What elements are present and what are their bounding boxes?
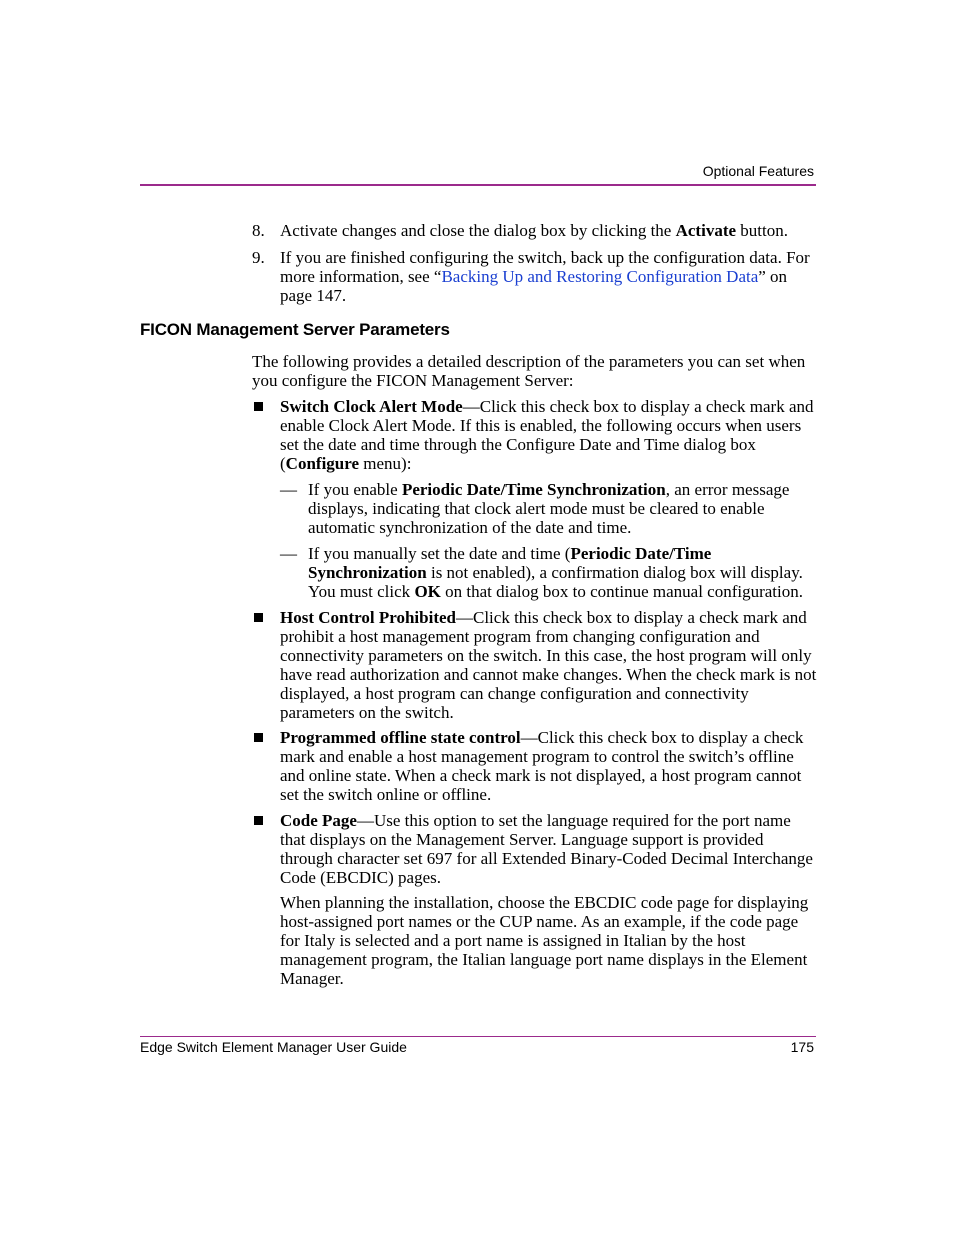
bullet-marker — [254, 402, 263, 411]
host-control-prohibited-item: Host Control Prohibited—Click this check box to display a check mark and prohibit a host management program from changing configuration and connectivity parameters on the switch. In this case, the host program will only have read authorization and cannot make changes. When the check mark is not displayed, a host program can change configuration and connectivity parameters on the switch. — [280, 608, 817, 722]
step-9-text: If you are finished configuring the switch, back up the configuration data. For more information, see “Backing Up and Restoring Configuration Data” on page 147. — [280, 248, 810, 305]
header-rule — [140, 184, 816, 186]
step-8-text: Activate changes and close the dialog box by clicking the Activate button. — [280, 221, 788, 240]
step-number: 9. — [252, 248, 265, 267]
backup-restore-link[interactable]: Backing Up and Restoring Configuration Data — [441, 267, 759, 286]
code-page-item: Code Page—Use this option to set the language required for the port name that displays on the Management Server. Language support is provided through character set 697 for all Extended Binary-Coded Decimal Interchange Code (EBCDIC) pages. — [280, 811, 813, 887]
footer-rule — [140, 1036, 816, 1037]
sub-item-periodic-sync: If you enable Periodic Date/Time Synchronization, an error message displays, indicating that clock alert mode must be cleared to enable automatic synchronization of the date and time. — [308, 480, 790, 537]
page-number: 175 — [790, 1039, 814, 1055]
bullet-marker — [254, 613, 263, 622]
footer-title: Edge Switch Element Manager User Guide — [140, 1039, 407, 1055]
programmed-offline-item: Programmed offline state control—Click this check box to display a check mark and enable a host management program to control the switch’s offline and online state. When a check mark is not displayed, a host program cannot set the switch online or offline. — [280, 728, 804, 804]
bullet-marker — [254, 816, 263, 825]
section-intro: The following provides a detailed description of the parameters you can set when you configure the FICON Management Server: — [252, 352, 806, 390]
activate-bold: Activate — [675, 221, 737, 240]
section-heading: FICON Management Server Parameters — [140, 320, 450, 339]
dash-marker: — — [280, 544, 297, 563]
running-header: Optional Features — [702, 163, 814, 179]
code-page-followup: When planning the installation, choose the EBCDIC code page for displaying host-assigned port names or the CUP name. As an example, if the code page for Italy is selected and a port name is assigned in Italian by the host management program, the Italian language port name displays in the Element Manager. — [280, 893, 809, 988]
step-number: 8. — [252, 221, 265, 240]
dash-marker: — — [280, 480, 297, 499]
switch-clock-alert-mode-item: Switch Clock Alert Mode—Click this check box to display a check mark and enable Clock Alert Mode. If this is enabled, the following occurs when users set the date and time through the Configure Date and Time dialog box (Configure menu): — [280, 397, 814, 473]
sub-item-manual-set: If you manually set the date and time (Periodic Date/Time Synchronization is not enabled), a confirmation dialog box will display. You must click OK on that dialog box to continue manual configuration. — [308, 544, 804, 601]
bullet-marker — [254, 733, 263, 742]
